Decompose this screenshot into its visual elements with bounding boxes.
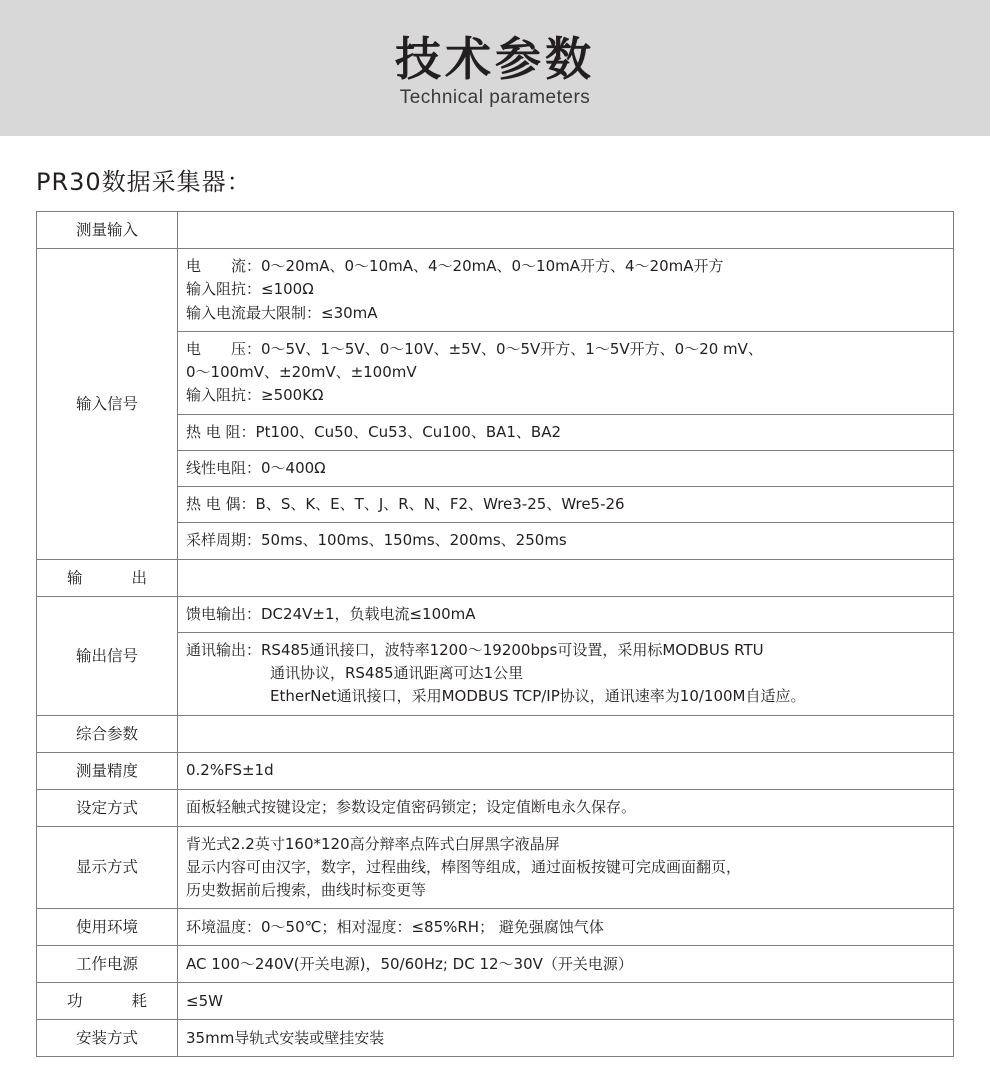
- value-line: EtherNet通讯接口，采用MODBUS TCP/IP协议，通讯速率为10/100M自适应。: [270, 687, 806, 706]
- row-value: [178, 596, 954, 632]
- value-line: 通讯输出：RS485通讯接口，波特率1200～19200bps可设置，采用标MODBUS RTU: [186, 640, 764, 659]
- table-row: [37, 1020, 954, 1057]
- row-value: [178, 826, 954, 909]
- value-line: AC 100～240V(开关电源)，50/60Hz; DC 12～30V（开关电源）: [186, 954, 633, 973]
- value-line: 显示内容可由汉字，数字，过程曲线，棒图等组成，通过面板按键可完成画面翻页，: [186, 857, 742, 876]
- row-value: [178, 789, 954, 826]
- table-row: [37, 983, 954, 1020]
- spec-table-wrapper: [36, 211, 954, 1057]
- table-row: [37, 559, 954, 596]
- value-line: 0～100mV、±20mV、±100mV: [186, 363, 417, 382]
- row-value: [178, 212, 954, 249]
- row-value: [178, 249, 954, 332]
- row-value: [178, 1020, 954, 1057]
- table-row: [37, 789, 954, 826]
- row-value: [178, 715, 954, 752]
- row-value: [178, 331, 954, 414]
- row-value: [178, 752, 954, 789]
- row-label: 功 耗: [37, 983, 178, 1020]
- row-value: [178, 632, 954, 715]
- section-title: PR30数据采集器：: [36, 168, 252, 196]
- row-value: [178, 523, 954, 559]
- row-label: 使用环境: [37, 909, 178, 946]
- value-line: 热 电 阻：Pt100、Cu50、Cu53、Cu100、BA1、BA2: [186, 422, 562, 441]
- row-label: 设定方式: [37, 789, 178, 826]
- page-banner: [0, 0, 990, 136]
- value-line: 输入阻抗：≤100Ω: [186, 280, 314, 299]
- value-line: 馈电输出：DC24V±1，负载电流≤100mA: [186, 604, 476, 623]
- value-line: ≤5W: [186, 991, 223, 1010]
- row-value: [178, 487, 954, 523]
- value-line: 35mm导轨式安装或壁挂安装: [186, 1028, 385, 1047]
- table-row: [37, 946, 954, 983]
- table-row: [37, 596, 954, 632]
- row-label: 综合参数: [37, 715, 178, 752]
- table-row: [37, 826, 954, 909]
- value-line: 历史数据前后搜索，曲线时标变更等: [186, 881, 427, 900]
- value-line: 线性电阻：0～400Ω: [186, 458, 326, 477]
- value-line: 输入电流最大限制：≤30mA: [186, 303, 378, 322]
- value-line: 电 流：0～20mA、0～10mA、4～20mA、0～10mA开方、4～20mA开方: [186, 257, 724, 276]
- row-value: [178, 450, 954, 486]
- row-label: 测量输入: [37, 212, 178, 249]
- value-line: 输入阻抗：≥500KΩ: [186, 386, 324, 405]
- value-line: 0.2%FS±1d: [186, 760, 274, 779]
- row-value: [178, 414, 954, 450]
- row-label: 测量精度: [37, 752, 178, 789]
- table-row: [37, 752, 954, 789]
- table-row: [37, 212, 954, 249]
- banner-title: 技术参数: [395, 31, 595, 86]
- banner-subtitle: Technical parameters: [399, 87, 591, 109]
- table-row: [37, 715, 954, 752]
- value-line: 采样周期：50ms、100ms、150ms、200ms、250ms: [186, 531, 567, 550]
- row-value: [178, 946, 954, 983]
- row-label: 显示方式: [37, 826, 178, 909]
- value-line: 背光式2.2英寸160*120高分辩率点阵式白屏黑字液晶屏: [186, 834, 560, 853]
- value-line: 热 电 偶：B、S、K、E、T、J、R、N、F2、Wre3-25、Wre5-26: [186, 495, 625, 514]
- value-line: 电 压：0～5V、1～5V、0～10V、±5V、0～5V开方、1～5V开方、0～20 mV、: [186, 339, 763, 358]
- spec-table: [36, 211, 954, 1057]
- row-value: [178, 909, 954, 946]
- value-line: 面板轻触式按键设定；参数设定值密码锁定；设定值断电永久保存。: [186, 797, 637, 816]
- row-label: 输 出: [37, 559, 178, 596]
- value-line: 环境温度：0～50℃；相对湿度：≤85%RH； 避免强腐蚀气体: [186, 917, 604, 936]
- table-row: [37, 249, 954, 332]
- row-label: 工作电源: [37, 946, 178, 983]
- row-value: [178, 559, 954, 596]
- row-label: 输出信号: [37, 596, 178, 715]
- value-line: 通讯协议，RS485通讯距离可达1公里: [270, 664, 524, 683]
- row-value: [178, 983, 954, 1020]
- table-row: [37, 909, 954, 946]
- row-label: 输入信号: [37, 249, 178, 560]
- row-label: 安装方式: [37, 1020, 178, 1057]
